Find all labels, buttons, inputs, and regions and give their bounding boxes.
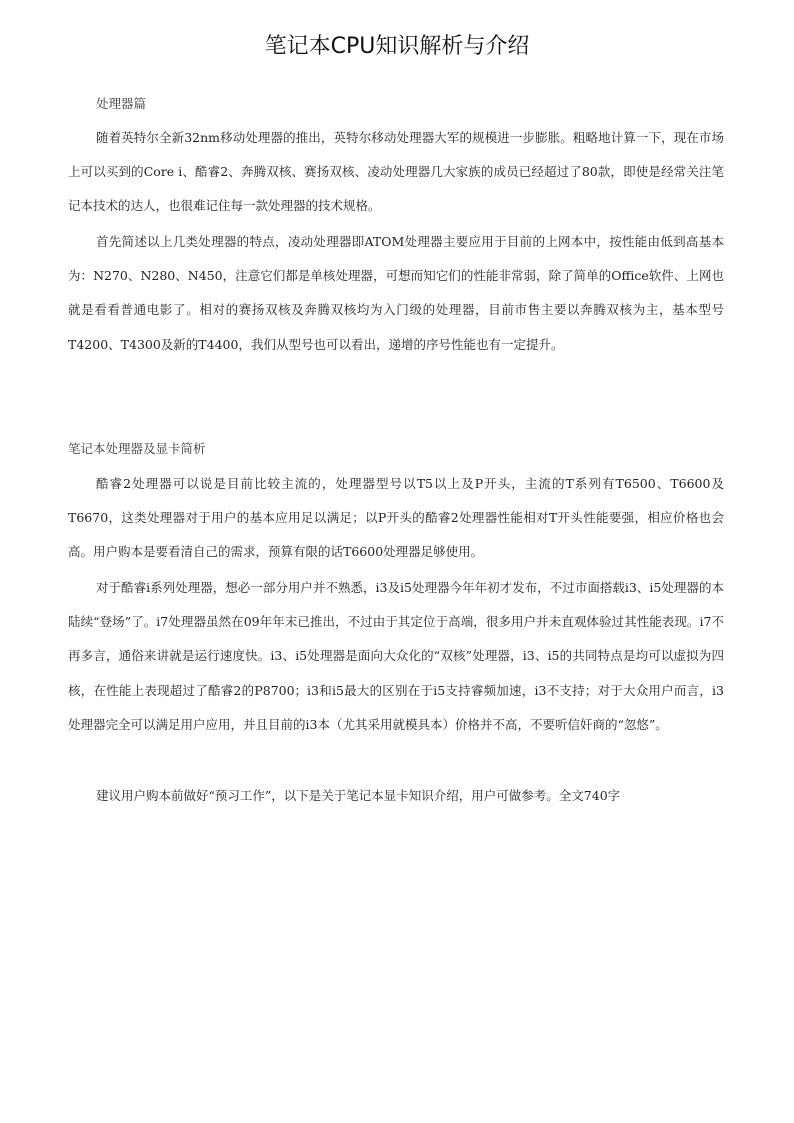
section-heading-processor: 处理器篇 — [96, 96, 147, 111]
paragraph-intro: 随着英特尔全新32nm移动处理器的推出，英特尔移动处理器大军的规模进一步膨胀。粗略地计算一下，现在市场上可以买到的Core i、酷睿2、奔腾双核、赛扬双核、凌动处理器几大家族的成员已经超过了80款，即使是经常关注笔记本技术的达人，也很难记住每一款处理器的技术规格。 — [68, 130, 724, 214]
paragraph-atom-celeron-pentium: 首先简述以上几类处理器的特点，凌动处理器即ATOM处理器主要应用于目前的上网本中，按性能由低到高基本为：N270、N280、N450，注意它们都是单核处理器，可想而知它们的性能非常弱，除了简单的Office软件、上网也就是看看普通电影了。相对的赛扬双核及奔腾双核均为入门级的处理器，目前市售主要以奔腾双核为主，基本型号T4200、T4300及新的T4400，我们从型号也可以看出，递增的序号性能也有一定提升。 — [68, 234, 724, 352]
section-heading-cpu-gpu: 笔记本处理器及显卡简析 — [68, 441, 206, 456]
paragraph-core-i: 对于酷睿i系列处理器，想必一部分用户并不熟悉，i3及i5处理器今年年初才发布，不过市面搭载i3、i5处理器的本陆续“登场”了。i7处理器虽然在09年年末已推出，不过由于其定位于高端，很多用户并未直观体验过其性能表现。i7不再多言，通俗来讲就是运行速度快。i3、i5处理器是面向大众化的“双核”处理器，i3、i5的共同特点是均可以虚拟为四核，在性能上表现超过了酷睿2的P8700；i3和i5最大的区别在于i5支持睿频加速，i3不支持；对于大众用户而言，i3处理器完全可以满足用户应用，并且目前的i3本（尤其采用就模具本）价格并不高，不要听信奸商的“忽悠”。 — [68, 580, 724, 732]
paragraph-core2: 酷睿2处理器可以说是目前比较主流的，处理器型号以T5以上及P开头，主流的T系列有T6500、T6600及T6670，这类处理器对于用户的基本应用足以满足；以P开头的酷睿2处理器性能相对T开头性能要强，相应价格也会高。用户购本是要看清自己的需求，预算有限的话T6600处理器足够使用。 — [68, 476, 724, 560]
paragraph-advice: 建议用户购本前做好“预习工作”，以下是关于笔记本显卡知识介绍，用户可做参考。全文740字 — [96, 788, 621, 803]
document-title: 笔记本CPU知识解析与介绍 — [264, 34, 530, 59]
